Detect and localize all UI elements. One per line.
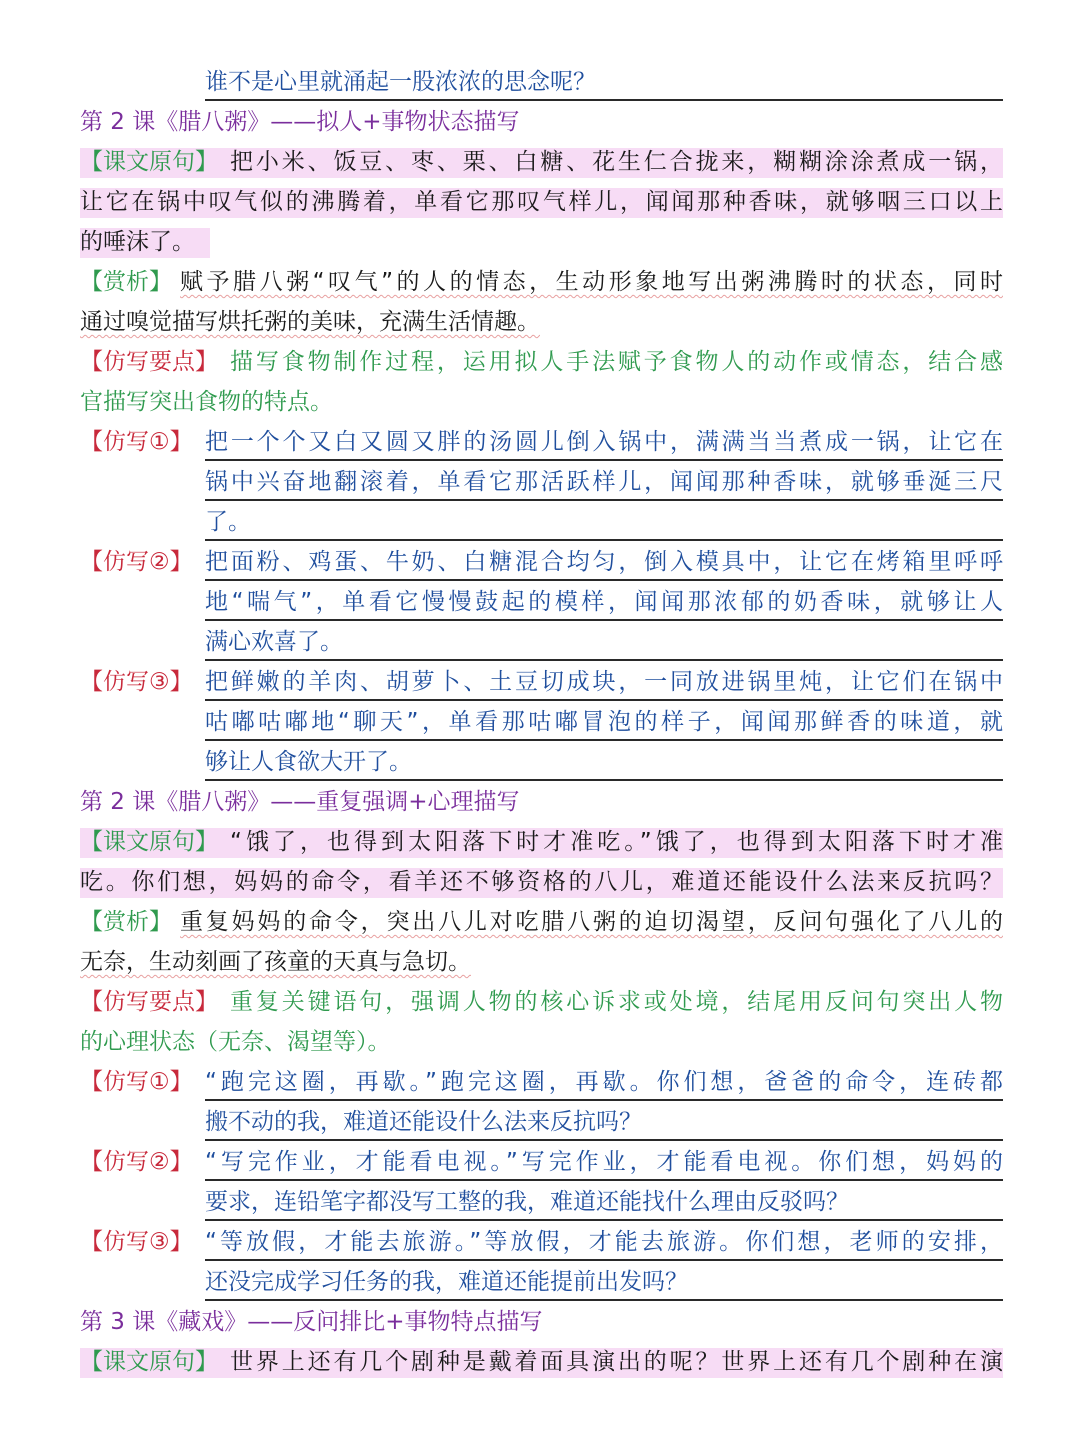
line: [0, 622, 1080, 662]
points-text: 重复关键语句，强调人物的核心诉求或处境，结尾用反问句突出人物: [230, 989, 1003, 1015]
line: [0, 1142, 1080, 1182]
imitation-text: 把一个个又白又圆又胖的汤圆儿倒入锅中，满满当当煮成一锅，让它在: [205, 429, 1003, 455]
line: [0, 222, 1080, 262]
analysis-text: 赋予腊八粥“叹气”的人的情态，生动形象地写出粥沸腾时的状态，同时: [180, 269, 1003, 295]
line: [0, 1182, 1080, 1222]
line: [0, 742, 1080, 782]
line: [0, 382, 1080, 422]
original-tag: 【课文原句】: [80, 1349, 218, 1375]
imitation-text: 了。: [205, 509, 251, 535]
line: [0, 982, 1080, 1022]
imitation-text: 满心欢喜了。: [205, 629, 343, 655]
original-tag: 【课文原句】: [80, 829, 218, 855]
imitation-text: “写完作业，才能看电视。”写完作业，才能看电视。你们想，妈妈的: [205, 1149, 1003, 1175]
original-text: 世界上还有几个剧种是戴着面具演出的呢？世界上还有几个剧种在演: [230, 1349, 1003, 1375]
imitation-text: 锅中兴奋地翻滚着，单看它那活跃样儿，闻闻那种香味，就够垂涎三尺: [205, 469, 1003, 495]
line: [0, 182, 1080, 222]
imitation-text: 咕嘟咕嘟地“聊天”，单看那咕嘟冒泡的样子，闻闻那鲜香的味道，就: [205, 709, 1003, 735]
imitation-tag: 【仿写③】: [80, 669, 193, 695]
points-text: 描写食物制作过程，运用拟人手法赋予食物人的动作或情态，结合感: [230, 349, 1003, 375]
line: [0, 62, 1080, 102]
original-text: 让它在锅中叹气似的沸腾着，单看它那叹气样儿，闻闻那种香味，就够咽三口以上: [80, 189, 1003, 215]
original-text: 吃。你们想，妈妈的命令，看羊还不够资格的八儿，难道还能设什么法来反抗吗？: [80, 869, 1003, 895]
imitation-tag: 【仿写②】: [80, 1149, 193, 1175]
imitation-tag: 【仿写②】: [80, 549, 193, 575]
underline: [205, 539, 1003, 541]
continuation-text: 谁不是心里就涌起一股浓浓的思念呢？: [205, 69, 596, 95]
line: [0, 1022, 1080, 1062]
line: [0, 542, 1080, 582]
line: [0, 142, 1080, 182]
imitation-text: “等放假，才能去旅游。”等放假，才能去旅游。你们想，老师的安排，: [205, 1229, 1003, 1255]
imitation-text: 还没完成学习任务的我，难道还能提前出发吗？: [205, 1269, 688, 1295]
analysis-tag: 【赏析】: [80, 909, 172, 935]
section-title: 第 2 课《腊八粥》——重复强调+心理描写: [80, 789, 520, 815]
line: [0, 822, 1080, 862]
analysis-text: 无奈，生动刻画了孩童的天真与急切。: [80, 949, 471, 975]
analysis-text: 通过嗅觉描写烘托粥的美味，充满生活情趣。: [80, 309, 540, 335]
line: [0, 262, 1080, 302]
section-title: 第 2 课《腊八粥》——拟人+事物状态描写: [80, 109, 520, 135]
line: [0, 862, 1080, 902]
original-tag: 【课文原句】: [80, 149, 218, 175]
section-title: 第 3 课《藏戏》——反问排比+事物特点描写: [80, 1309, 543, 1335]
line: [0, 302, 1080, 342]
imitation-text: 地“喘气”，单看它慢慢鼓起的模样，闻闻那浓郁的奶香味，就够让人: [205, 589, 1003, 615]
imitation-text: 搬不动的我，难道还能设什么法来反抗吗？: [205, 1109, 642, 1135]
line: [0, 1062, 1080, 1102]
line: [0, 502, 1080, 542]
points-text: 官描写突出食物的特点。: [80, 389, 333, 415]
line: [0, 462, 1080, 502]
line: [0, 422, 1080, 462]
line: [0, 1262, 1080, 1302]
imitation-text: 够让人食欲大开了。: [205, 749, 412, 775]
analysis-tag: 【赏析】: [80, 269, 172, 295]
analysis-text: 重复妈妈的命令，突出八儿对吃腊八粥的迫切渴望，反问句强化了八儿的: [180, 909, 1003, 935]
section-heading: [0, 782, 1080, 822]
points-tag: 【仿写要点】: [80, 349, 218, 375]
imitation-tag: 【仿写①】: [80, 429, 193, 455]
imitation-tag: 【仿写①】: [80, 1069, 193, 1095]
imitation-text: “跑完这圈，再歇。”跑完这圈，再歇。你们想，爸爸的命令，连砖都: [205, 1069, 1003, 1095]
imitation-text: 把鲜嫩的羊肉、胡萝卜、土豆切成块，一同放进锅里炖，让它们在锅中: [205, 669, 1003, 695]
original-text: 把小米、饭豆、枣、栗、白糖、花生仁合拢来，糊糊涂涂煮成一锅，: [230, 149, 1003, 175]
section-heading: [0, 102, 1080, 142]
line: [0, 702, 1080, 742]
line: [0, 342, 1080, 382]
line: [0, 1342, 1080, 1382]
section-heading: [0, 1302, 1080, 1342]
imitation-text: 要求，连铅笔字都没写工整的我，难道还能找什么理由反驳吗？: [205, 1189, 849, 1215]
line: [0, 942, 1080, 982]
imitation-tag: 【仿写③】: [80, 1229, 193, 1255]
line: [0, 1102, 1080, 1142]
points-tag: 【仿写要点】: [80, 989, 218, 1015]
line: [0, 582, 1080, 622]
line: [0, 1222, 1080, 1262]
points-text: 的心理状态（无奈、渴望等）。: [80, 1029, 391, 1055]
original-text: “饿了，也得到太阳落下时才准吃。”饿了，也得到太阳落下时才准: [230, 829, 1003, 855]
original-text: 的唾沫了。: [80, 229, 195, 255]
line: [0, 662, 1080, 702]
imitation-text: 把面粉、鸡蛋、牛奶、白糖混合均匀，倒入模具中，让它在烤箱里呼呼: [205, 549, 1003, 575]
line: [0, 902, 1080, 942]
